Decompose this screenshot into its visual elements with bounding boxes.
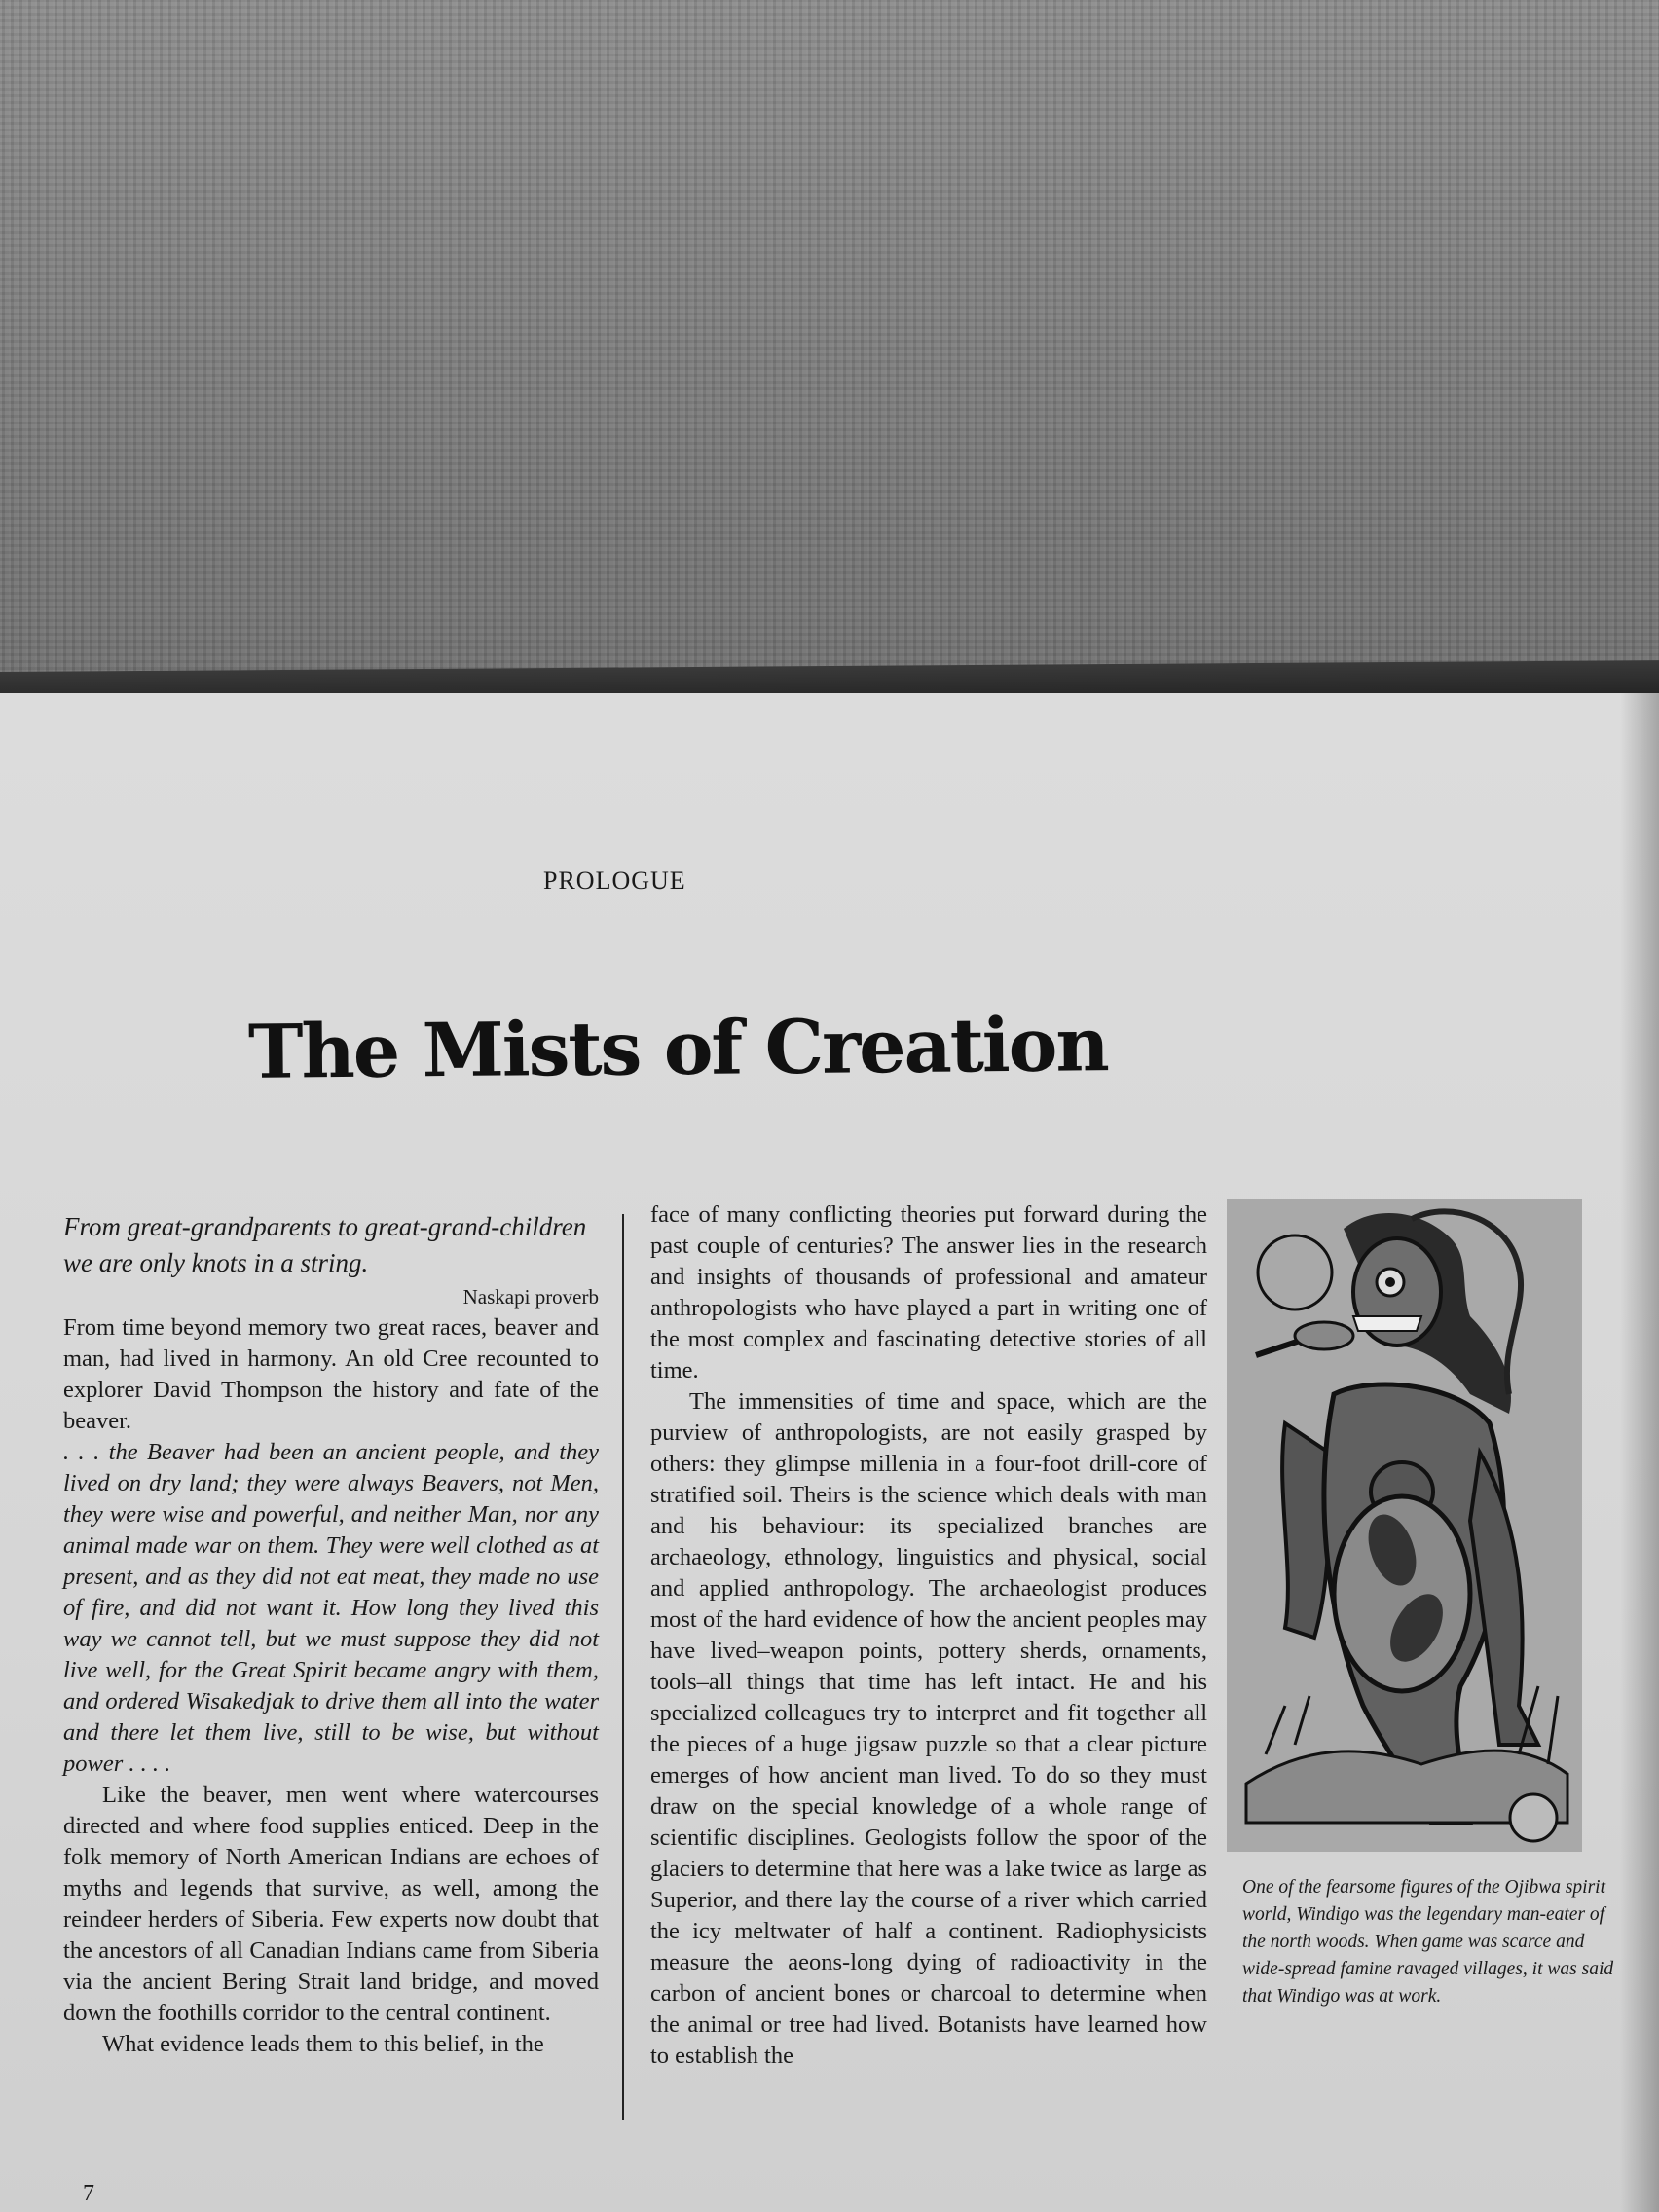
- book-page: [0, 693, 1659, 2212]
- desk-background: [0, 0, 1659, 711]
- paragraph: Like the beaver, men went where watercourses directed and where food supplies enticed. Deep in the folk memory of North American Indians are echoes of myths and legends that survive, as well, among the reindeer herders of Siberia. Few experts now doubt that the ancestors of all Canadian Indians came from Siberia via the ancient Bering Strait land bridge, and moved down the foothills corridor to the central continent.: [63, 1782, 599, 2026]
- block-quote: . . . the Beaver had been an ancient people, and they lived on dry land; they were always Beavers, not Men, they were wise and powerful, and neither Man, nor any animal made war on them. They were well clothed as at present, and as they did not eat meat, they made no use of fire, and did not want it. How long they lived this way we cannot tell, but we must suppose they did not live well, for the Great Spirit became angry with them, and ordered Wisakedjak to drive them all into the water and there let them live, still to be wise, but without power . . . .: [63, 1439, 599, 1777]
- illustration-caption: One of the fearsome figures of the Ojibwa spirit world, Windigo was the legendary man-eater of the north woods. When game was scarce and wide-spread famine ravaged villages, it was said that Windigo was at work.: [1242, 1877, 1614, 2007]
- paragraph: What evidence leads them to this belief, in the: [102, 2031, 544, 2057]
- section-label: PROLOGUE: [543, 866, 686, 895]
- text-column-middle: [650, 1199, 1207, 2072]
- paragraph: face of many conflicting theories put forward during the past couple of centuries? The answer lies in the research and insights of thousands of professional and amateur anthropologists who have played a part in writing one of the most complex and fascinating detective stories of all time.: [650, 1201, 1207, 1383]
- page-number: 7: [83, 2181, 94, 2206]
- windigo-figure-icon: [1227, 1199, 1582, 1852]
- column-divider: [622, 1214, 624, 2120]
- epigraph-attribution: Naskapi proverb: [462, 1285, 599, 1309]
- windigo-illustration: [1227, 1199, 1582, 1852]
- paragraph: The immensities of time and space, which are the purview of anthropologists, are not easily grasped by others: they glimpse millenia in a four-foot drill-core of stratified soil. Theirs is the science which deals with man and his behaviour: its specialized branches are archaeology, ethnology, linguistics and physical, social and applied anthropology. The archaeologist produces most of the hard evidence of how the ancient peoples may have lived–weapon points, pottery sherds, ornaments, tools–all things that time has left intact. He and his specialized colleagues try to interpret and fit together all the pieces of a huge jigsaw puzzle so that a clear picture emerges of how ancient man lived. To do so they must draw on the special knowledge of a whole range of scientific disciplines. Geologists follow the spoor of the glaciers to determine that here was a lake twice as large as Superior, and there lay the course of a river which carried the icy meltwater of half a continent. Radiophysicists measure the aeons-long dying of radioactivity in the carbon of ancient bones or charcoal to determine when the animal or tree had lived. Botanists have learned how to establish the: [650, 1388, 1207, 2069]
- text-column-left: [63, 1209, 599, 2060]
- page-gutter-shadow: [1620, 693, 1659, 2212]
- paragraph: From time beyond memory two great races, beaver and man, had lived in harmony. An old Cree recounted to explorer David Thompson the history and fate of the beaver.: [63, 1314, 599, 1434]
- epigraph: From great-grandparents to great-grand-children we are only knots in a string.: [63, 1212, 587, 1277]
- chapter-title: The Mists of Creation: [247, 1001, 1109, 1095]
